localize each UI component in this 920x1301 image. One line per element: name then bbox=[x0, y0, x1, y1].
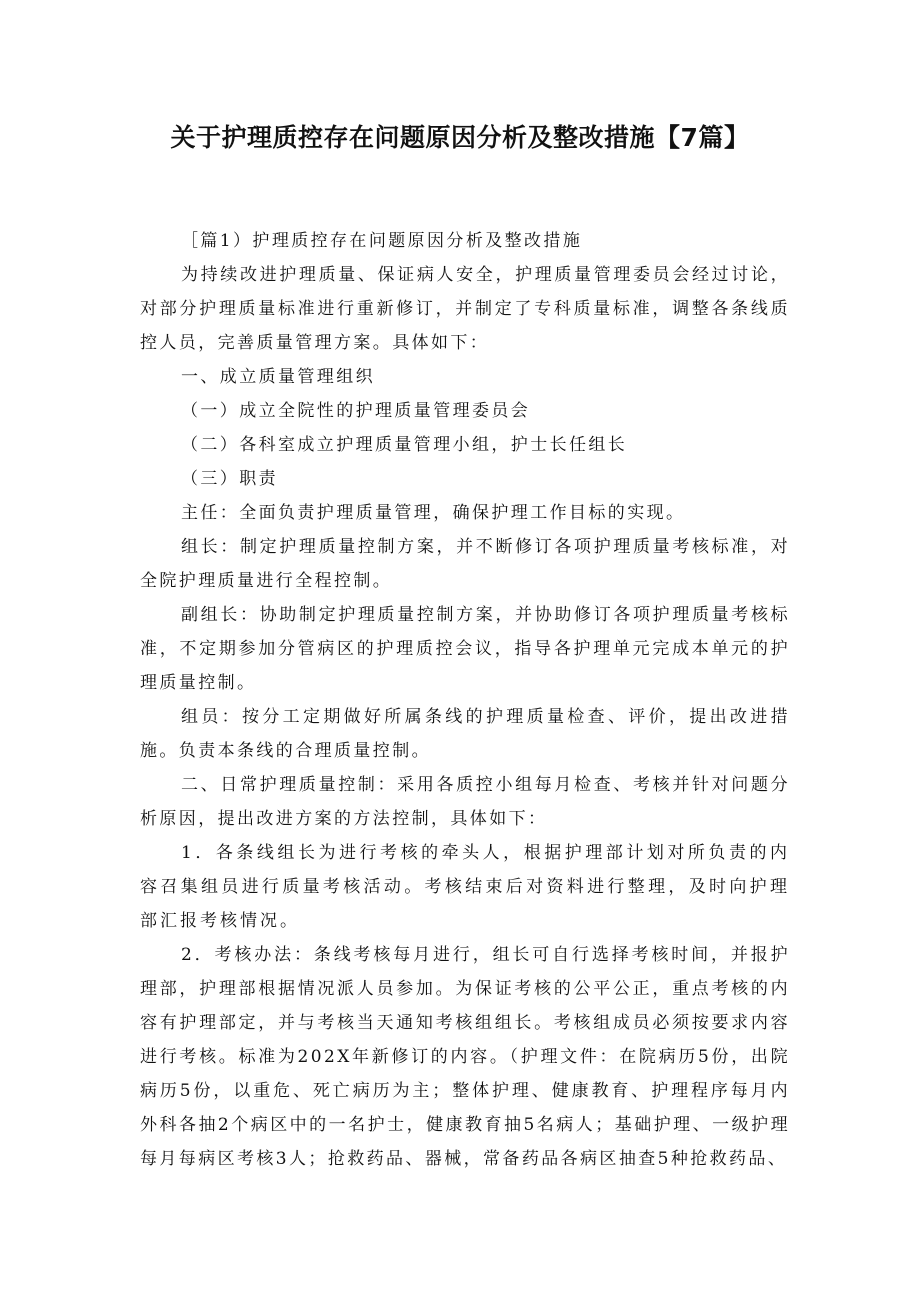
paragraph-subheading-duties: （三）职责 bbox=[181, 469, 278, 489]
paragraph-duty-leader: 组长：制定护理质量控制方案，并不断修订各项护理质量考核标准，对全院护理质量进行全程控制。 bbox=[140, 537, 790, 591]
paragraph-item-1: 1．各条线组长为进行考核的牵头人，根据护理部计划对所负责的内容召集组员进行质量考核活动。考核结束后对资料进行整理，及时向护理部汇报考核情况。 bbox=[140, 843, 790, 931]
paragraph-subheading-department-group: （二）各科室成立护理质量管理小组，护士长任组长 bbox=[181, 435, 628, 455]
paragraph-section-heading: ［篇1）护理质控存在问题原因分析及整改措施 bbox=[181, 231, 583, 251]
paragraph-duty-director: 主任：全面负责护理质量管理，确保护理工作目标的实现。 bbox=[181, 503, 686, 523]
paragraph-intro: 为持续改进护理质量、保证病人安全，护理质量管理委员会经过讨论，对部分护理质量标准进行重新修订，并制定了专科质量标准，调整各条线质控人员，完善质量管理方案。具体如下： bbox=[140, 265, 790, 353]
document-body bbox=[140, 224, 790, 1176]
paragraph-heading-daily-control: 二、日常护理质量控制：采用各质控小组每月检查、考核并针对问题分析原因，提出改进方案的方法控制，具体如下： bbox=[140, 775, 790, 829]
document-title: 关于护理质控存在问题原因分析及整改措施【7篇】 bbox=[170, 123, 750, 152]
paragraph-subheading-committee: （一）成立全院性的护理质量管理委员会 bbox=[181, 401, 531, 421]
paragraph-item-2: 2．考核办法：条线考核每月进行，组长可自行选择考核时间，并报护理部，护理部根据情况派人员参加。为保证考核的公平公正，重点考核的内容有护理部定，并与考核当天通知考核组组长。考核组成员必须按要求内容进行考核。标准为202X年新修订的内容。（护理文件：在院病历5份，出院病历5份，以重危、死亡病历为主；整体护理、健康教育、护理程序每月内外科各抽2个病区中的一名护士，健康教育抽5名病人；基础护理、一级护理每月每病区考核3人；抢救药品、器械，常备药品各病区抽查5种抢救药品、 bbox=[140, 945, 790, 1169]
paragraph-duty-member: 组员：按分工定期做好所属条线的护理质量检查、评价，提出改进措施。负责本条线的合理质量控制。 bbox=[140, 707, 790, 761]
paragraph-heading-organization: 一、成立质量管理组织 bbox=[181, 367, 375, 387]
paragraph-duty-deputy-leader: 副组长：协助制定护理质量控制方案，并协助修订各项护理质量考核标准，不定期参加分管病区的护理质控会议，指导各护理单元完成本单元的护理质量控制。 bbox=[140, 605, 790, 693]
